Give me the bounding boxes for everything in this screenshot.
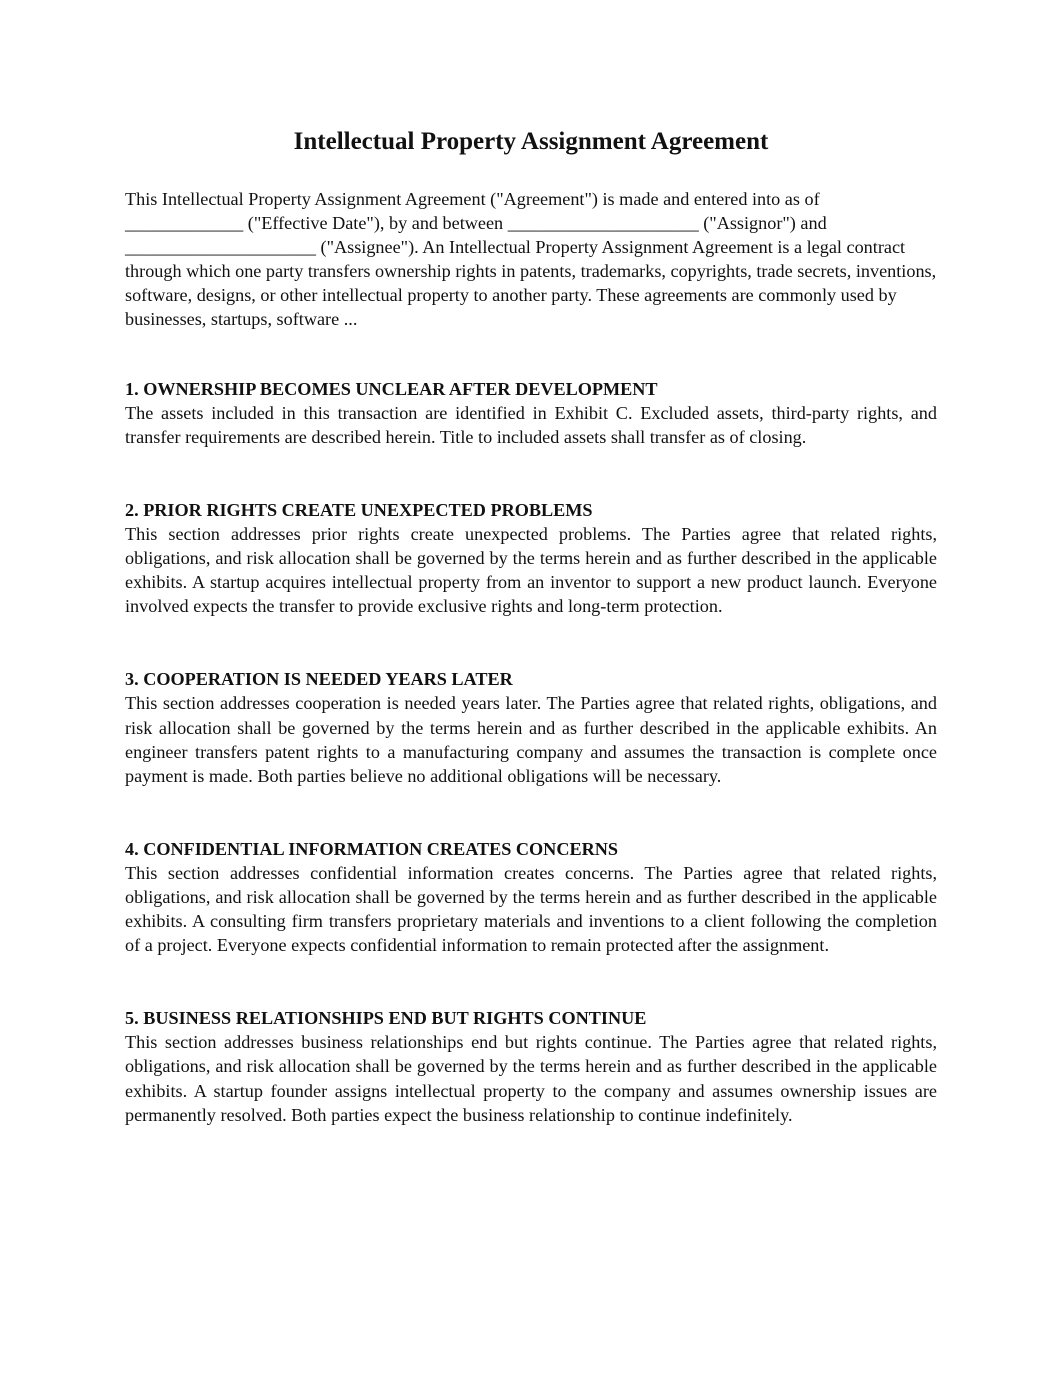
- intro-paragraph: This Intellectual Property Assignment Agreement ("Agreement") is made and entered into as of _____________ ("Effective Date"), by and between _____________________ ("Assignor") and _____________________ ("Assignee"). An Intellectual Property Assignment Agreement is a legal contract through which one party transfers ownership rights in patents, trademarks, copyrights, trade secrets, inventions, software, designs, or other intellectual property to another party. These agreements are commonly used by businesses, startups, software ...: [125, 189, 937, 330]
- section-heading: 2. PRIOR RIGHTS CREATE UNEXPECTED PROBLEMS: [125, 499, 593, 520]
- section-heading: 4. CONFIDENTIAL INFORMATION CREATES CONCERNS: [125, 838, 618, 859]
- section-body: This section addresses confidential information creates concerns. The Parties agree that related rights, obligations, and risk allocation shall be governed by the terms herein and as further described in the applicable exhibits. A consulting firm transfers proprietary materials and inventions to a client following the completion of a project. Everyone expects confidential information to remain protected after the assignment.: [125, 862, 937, 956]
- document-page: [125, 126, 937, 1127]
- section-heading: 3. COOPERATION IS NEEDED YEARS LATER: [125, 669, 513, 690]
- section-1: [125, 377, 937, 449]
- section-2: [125, 498, 937, 618]
- section-body: This section addresses prior rights create unexpected problems. The Parties agree that related rights, obligations, and risk allocation shall be governed by the terms herein and as further described in the applicable exhibits. A startup acquires intellectual property from an inventor to support a new product launch. Everyone involved expects the transfer to provide exclusive rights and long-term protection.: [125, 523, 937, 617]
- section-heading: 1. OWNERSHIP BECOMES UNCLEAR AFTER DEVELOPMENT: [125, 378, 658, 399]
- section-3: [125, 667, 937, 787]
- document-title: Intellectual Property Assignment Agreement: [293, 128, 769, 155]
- section-body: This section addresses business relationships end but rights continue. The Parties agree that related rights, obligations, and risk allocation shall be governed by the terms herein and as further described in the applicable exhibits. A startup founder assigns intellectual property to the company and assumes ownership issues are permanently resolved. Both parties expect the business relationship to continue indefinitely.: [125, 1032, 937, 1125]
- section-body: The assets included in this transaction are identified in Exhibit C. Excluded assets, third-party rights, and transfer requirements are described herein. Title to included assets shall transfer as of closing.: [125, 402, 937, 447]
- section-5: [125, 1006, 937, 1126]
- section-body: This section addresses cooperation is needed years later. The Parties agree that related rights, obligations, and risk allocation shall be governed by the terms herein and as further described in the applicable exhibits. An engineer transfers patent rights to a manufacturing company and assumes the transaction is complete once payment is made. Both parties believe no additional obligations will be necessary.: [125, 693, 937, 786]
- section-4: [125, 837, 937, 957]
- section-heading: 5. BUSINESS RELATIONSHIPS END BUT RIGHTS CONTINUE: [125, 1008, 647, 1029]
